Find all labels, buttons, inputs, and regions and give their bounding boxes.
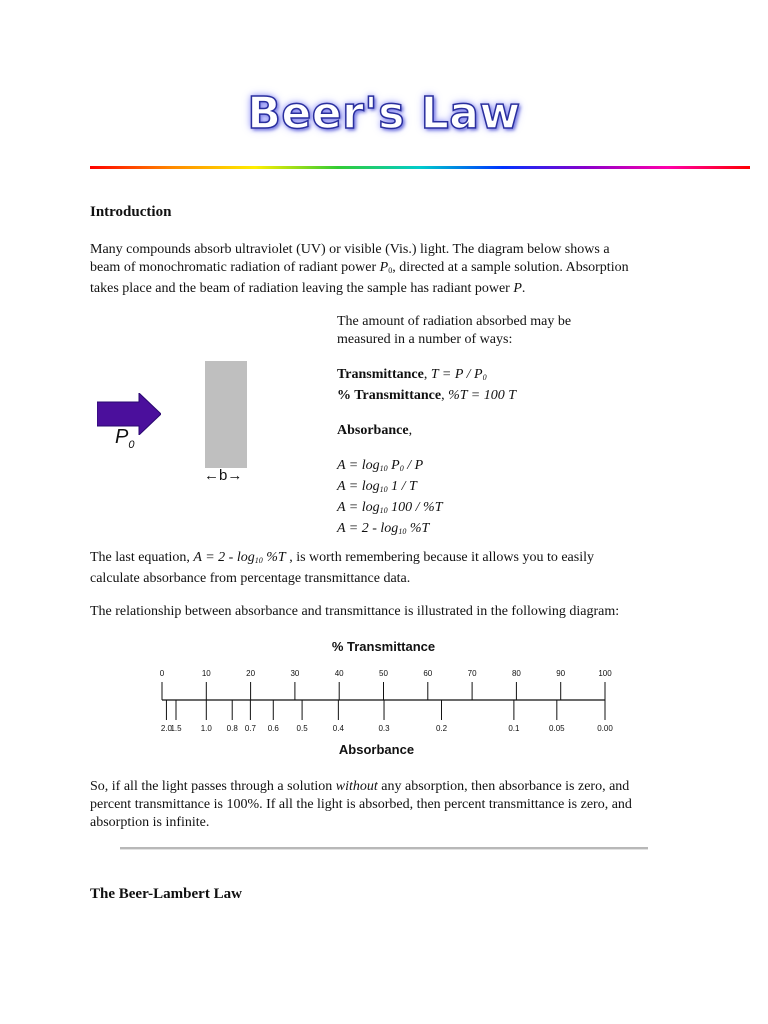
conclusion-emphasis: without <box>335 779 378 794</box>
equation-note-paragraph <box>90 549 594 588</box>
note-text: The last equation, <box>90 550 194 565</box>
intro-text: beam of monochromatic radiation of radiant power <box>90 260 380 275</box>
note-eq: %T <box>262 550 286 565</box>
absorbance-tick-label: 0.7 <box>244 724 256 733</box>
transmittance-tick-label: 90 <box>556 669 566 678</box>
formula-subscript: 0 <box>482 373 487 382</box>
symbol-p0: P <box>379 260 389 275</box>
intro-heading: Introduction <box>90 204 172 220</box>
eq-subscript: 0 <box>399 464 404 473</box>
eq-part: A = log <box>337 479 380 494</box>
pct-transmittance-label: % Transmittance <box>337 388 442 403</box>
transmittance-tick-label: 50 <box>379 669 388 678</box>
eq-part: / P <box>403 458 424 473</box>
eq-part: A = log <box>337 500 380 515</box>
note-text: , is worth remembering because it allows you to easily <box>285 550 595 565</box>
transmittance-tick-label: 30 <box>290 669 300 678</box>
absorbance-label: Absorbance <box>337 423 409 438</box>
absorbance-tick-label: 0.6 <box>267 724 279 733</box>
eq-part: 100 / %T <box>387 500 443 515</box>
intro-text: . <box>521 281 526 296</box>
absorbance-tick-label: 0.00 <box>597 724 613 733</box>
intro-line-1: Many compounds absorb ultraviolet (UV) or visible (Vis.) light. The diagram below shows a <box>90 242 610 257</box>
rainbow-divider <box>90 166 750 169</box>
eq-subscript: 10 <box>379 485 388 494</box>
transmittance-tick-label: 40 <box>334 669 344 678</box>
eq-part: A = 2 - log <box>337 521 399 536</box>
equation-1 <box>337 457 571 478</box>
relationship-paragraph: The relationship between absorbance and transmittance is illustrated in the following diagram: <box>90 604 620 619</box>
transmittance-label: Transmittance <box>337 367 424 382</box>
intro-paragraph <box>90 241 629 298</box>
transmittance-tick-label: 0 <box>159 669 165 678</box>
absorbance-tick-label: 2.0 <box>160 724 172 733</box>
p0-subscript: 0 <box>128 439 135 451</box>
eq-part: A = log <box>337 458 380 473</box>
p0-symbol: P <box>115 426 129 448</box>
path-length-label: ←b→ <box>204 467 243 484</box>
conclusion-text: any absorption, then absorbance is zero, and <box>377 779 630 794</box>
absorbance-tick-label: 0.2 <box>435 724 448 733</box>
transmittance-tick-label: 80 <box>511 669 521 678</box>
note-line-2: calculate absorbance from percentage transmittance data. <box>90 571 411 586</box>
eq-part: %T <box>406 521 430 536</box>
eq-subscript: 10 <box>379 506 388 515</box>
equation-3 <box>337 499 571 520</box>
separator: , <box>423 367 431 382</box>
measures-column <box>337 313 571 541</box>
symbol-p: P <box>513 281 522 296</box>
p0-label <box>115 426 134 451</box>
absorbance-def <box>337 422 571 440</box>
eq-part: 1 / T <box>387 479 417 494</box>
transmittance-tick-label: 70 <box>467 669 477 678</box>
conclusion-line-1 <box>90 778 632 796</box>
section-divider <box>120 847 648 850</box>
conclusion-paragraph <box>90 778 632 832</box>
separator: , <box>408 423 413 438</box>
conclusion-text: So, if all the light passes through a solution <box>90 779 336 794</box>
separator: , <box>441 388 449 403</box>
conclusion-line-2: percent transmittance is 100%. If all the light is absorbed, then percent transmittance is zero, and <box>90 797 632 812</box>
absorbance-tick-label: 1.5 <box>170 724 182 733</box>
intro-text: takes place and the beam of radiation leaving the sample has radiant power <box>90 281 514 296</box>
absorbance-tick-label: 0.05 <box>549 724 565 733</box>
equation-4 <box>337 520 571 541</box>
note-line-1 <box>90 549 594 570</box>
absorbance-tick-label: 0.8 <box>226 724 238 733</box>
absorbance-tick-label: 0.1 <box>508 724 520 733</box>
absorbance-tick-label: 0.5 <box>296 724 308 733</box>
intro-line-3 <box>90 280 629 298</box>
eq-part: P <box>387 458 400 473</box>
conclusion-line-3: absorption is infinite. <box>90 815 210 830</box>
transmittance-absorbance-scale <box>150 636 620 761</box>
intro-text: , directed at a sample solution. Absorption <box>392 260 629 275</box>
equation-2 <box>337 478 571 499</box>
measures-line-1: The amount of radiation absorbed may be <box>337 314 572 329</box>
absorbance-tick-label: 0.4 <box>332 724 344 733</box>
sample-cell <box>205 361 247 468</box>
measures-line-2: measured in a number of ways: <box>337 332 513 347</box>
absorbance-tick-label: 1.0 <box>200 724 212 733</box>
transmittance-formula: T = P / P <box>430 367 483 382</box>
scale-title: % Transmittance <box>331 639 436 654</box>
eq-subscript: 10 <box>379 464 388 473</box>
pct-transmittance-formula: %T = 100 T <box>448 388 517 403</box>
transmittance-tick-label: 20 <box>246 669 256 678</box>
transmittance-tick-label: 10 <box>201 669 211 678</box>
intro-line-2 <box>90 259 629 280</box>
note-eq-subscript: 10 <box>254 556 263 565</box>
beer-lambert-heading: The Beer-Lambert Law <box>90 886 242 902</box>
transmittance-tick-label: 60 <box>423 669 433 678</box>
eq-subscript: 10 <box>398 527 407 536</box>
symbol-subscript: 0 <box>388 266 393 275</box>
pct-transmittance-def <box>337 387 571 405</box>
page-title: Beer's Law <box>247 88 521 139</box>
transmittance-tick-label: 100 <box>598 669 612 678</box>
transmittance-def <box>337 366 571 387</box>
absorbance-tick-label: 0.3 <box>378 724 390 733</box>
scale-xlabel: Absorbance <box>338 742 415 757</box>
note-eq: A = 2 - log <box>193 550 255 565</box>
